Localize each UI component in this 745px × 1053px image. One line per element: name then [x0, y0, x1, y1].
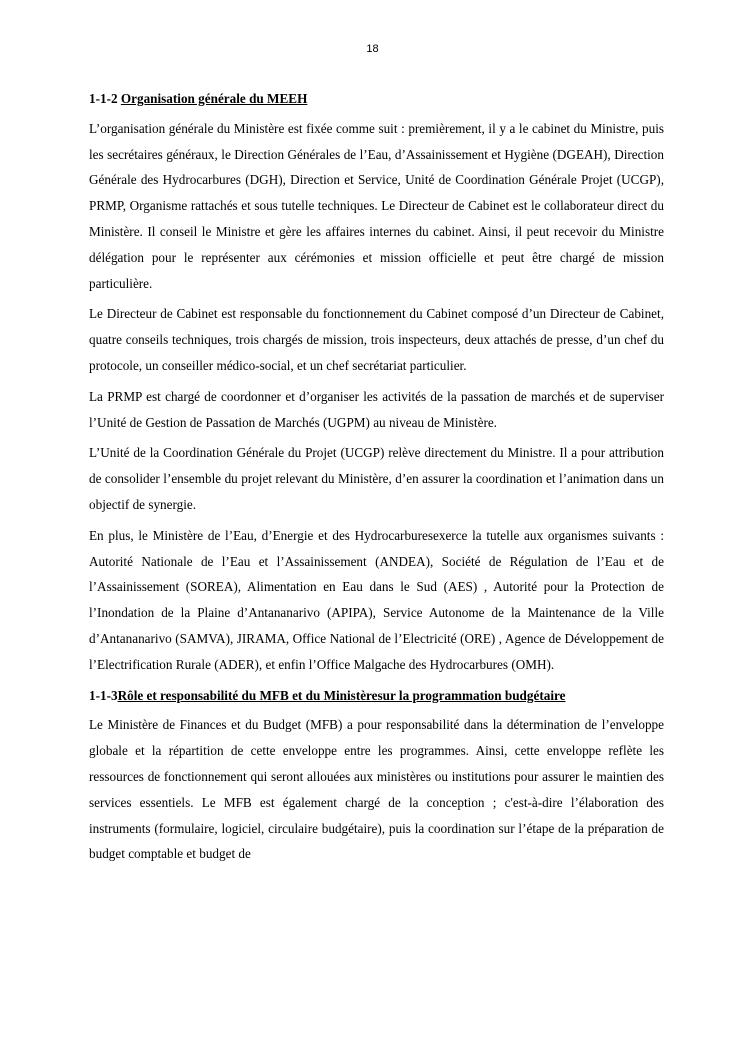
paragraph: L’Unité de la Coordination Générale du Projet (UCGP) relève directement du Ministre. Il a pour attribution de consolider l’ensemble du projet relevant du Ministère, d’en assurer la coordination et l’animation dans un objectif de synergie.: [89, 445, 664, 512]
page-number: 18: [366, 43, 379, 55]
paragraph: En plus, le Ministère de l’Eau, d’Energie et des Hydrocarburesexerce la tutelle aux organismes suivants : Autorité Nationale de l’Eau et l’Assainissement (ANDEA), Société de Régulation de l’Eau et de l’Assainissement (SOREA), Alimentation en Eau dans le Sud (AES) , Autorité pour la Protection de l’Inondation de la Plaine d’Antananarivo (APIPA), Service Autonome de la Maintenance de la Ville d’Antananarivo (SAMVA), JIRAMA, Office National de l’Electricité (ORE) , Agence de Développement de l’Electrification Rurale (ADER), et enfin l’Office Malgache des Hydrocarbures (OMH).: [89, 527, 664, 672]
paragraph: La PRMP est chargé de coordonner et d’organiser les activités de la passation de marchés et de superviser l’Unité de Gestion de Passation de Marchés (UGPM) au niveau de Ministère.: [89, 388, 664, 430]
section-heading-1-1-3: [89, 683, 664, 709]
section-heading-1-1-2: [89, 86, 664, 112]
paragraph: L’organisation générale du Ministère est fixée comme suit : premièrement, il y a le cabinet du Ministre, puis les secrétaires généraux, le Direction Générales de l’Eau, d’Assainissement et Hygiène (DGEAH), Direction Générale des Hydrocarbures (DGH), Direction et Service, Unité de Coordination Générale Projet (UCGP), PRMP, Organisme rattachés et sous tutelle techniques. Le Directeur de Cabinet est le collaborateur direct du Ministère. Il conseil le Ministre et gère les affaires internes du cabinet. Ainsi, il peut recevoir du Ministre délégation pour le représenter aux cérémonies et mission officielle et peut être chargé de mission particulière.: [89, 120, 664, 291]
section-number: 1-1-2: [89, 91, 118, 106]
section-title: Rôle et responsabilité du MFB et du Ministèresur la programmation budgétaire: [117, 687, 566, 703]
document-body: [89, 86, 664, 872]
section-number: 1-1-3: [89, 687, 118, 703]
section-title: Organisation générale du MEEH: [120, 91, 308, 106]
paragraph: Le Directeur de Cabinet est responsable du fonctionnement du Cabinet composé d’un Directeur de Cabinet, quatre conseils techniques, trois chargés de mission, trois inspecteurs, deux attachés de presse, d’un chef du protocole, un conseiller médico-social, et un chef secrétariat particulier.: [89, 306, 664, 373]
paragraph: Le Ministère de Finances et du Budget (MFB) a pour responsabilité dans la détermination de l’enveloppe globale et la répartition de cette enveloppe entre les programmes. Ainsi, cette enveloppe reflète les ressources de fonctionnement qui seront allouées aux ministères ou institutions pour assurer le maintien des services essentiels. Le MFB est également chargé de la conception ; c'est-à-dire l’élaboration des instruments (formulaire, logiciel, circulaire budgétaire), puis la coordination sur l’étape de la préparation de budget comptable et budget de: [89, 717, 664, 862]
